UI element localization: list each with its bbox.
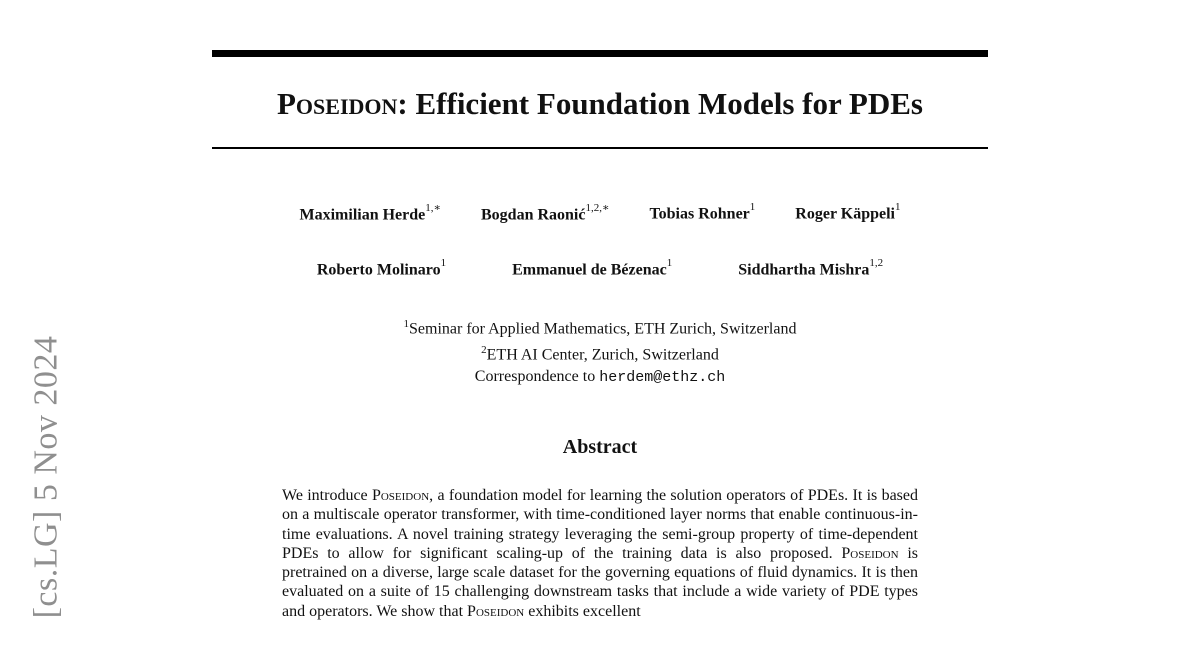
affil-sup: 2 — [481, 343, 487, 356]
author-name: Siddhartha Mishra — [738, 261, 870, 279]
author — [300, 203, 442, 224]
correspondence-email[interactable]: herdem@ethz.ch — [599, 368, 726, 386]
author-name: Maximilian Herde — [299, 206, 426, 224]
author-name: Bogdan Raonić — [481, 206, 586, 224]
author — [317, 259, 446, 279]
author-affil-sup: 1,2 — [869, 257, 884, 269]
title-top-rule — [212, 50, 988, 57]
abstract-part: We introduce — [282, 487, 372, 504]
author-name: Tobias Rohner — [649, 205, 750, 223]
author — [512, 259, 672, 279]
authors-row-1 — [212, 203, 988, 224]
author — [481, 203, 609, 224]
title-bottom-rule — [212, 147, 988, 149]
abstract-model-name: Poseidon — [467, 602, 525, 620]
author-name: Emmanuel de Bézenac — [512, 261, 667, 279]
affiliation-1 — [212, 314, 988, 340]
paper-title — [212, 86, 988, 122]
author-name: Roberto Molinaro — [316, 261, 441, 279]
title-rest: : Efficient Foundation Models for PDEs — [397, 86, 923, 121]
author-affil-sup: 1 — [894, 201, 901, 213]
author-affil-sup: 1,2,∗ — [585, 202, 610, 214]
author-affil-sup: 1 — [666, 257, 673, 269]
abstract-part: , a foundation model for learning the solution operators of PDEs. It is based on a multiscale operator transformer, with time-conditioned layer norms that enable continuous-in-time evaluations. A novel training strategy leveraging the semi-group property of time-dependent PDEs to allow for significant scaling-up of the training data is also proposed. — [282, 487, 918, 562]
arxiv-side-stamp — [22, 312, 70, 642]
author-affil-sup: 1 — [440, 257, 447, 269]
correspondence — [212, 366, 988, 389]
abstract-heading: Abstract — [562, 436, 638, 458]
title-model-name: Poseidon — [277, 86, 398, 121]
abstract-model-name: Poseidon — [841, 544, 899, 562]
abstract-text — [282, 486, 918, 621]
author — [649, 203, 755, 224]
abstract-part: exhibits excellent — [524, 602, 641, 620]
author-affil-sup: 1,∗ — [425, 202, 441, 214]
author — [738, 259, 883, 279]
abstract-model-name: Poseidon — [371, 487, 430, 504]
affil-sup: 1 — [403, 318, 410, 330]
arxiv-stamp-text: [cs.LG] 5 Nov 2024 — [27, 335, 64, 619]
author — [795, 203, 900, 224]
affiliation-2 — [212, 340, 988, 366]
authors-row-2 — [212, 259, 988, 279]
affil-text: ETH AI Center, Zurich, Switzerland — [486, 346, 719, 364]
author-affil-sup: 1 — [749, 201, 756, 213]
affil-text: Seminar for Applied Mathematics, ETH Zurich, Switzerland — [409, 320, 797, 338]
correspondence-label: Correspondence to — [474, 367, 600, 385]
affiliations — [212, 314, 988, 388]
author-name: Roger Käppeli — [795, 205, 895, 223]
abstract-part: is pretrained on a diverse, large scale dataset for the governing equations of fluid dynamics. It is then evaluated on a suite of 15 challenging downstream tasks that include a wide variety of PDE types and operators. We show that — [282, 544, 918, 620]
